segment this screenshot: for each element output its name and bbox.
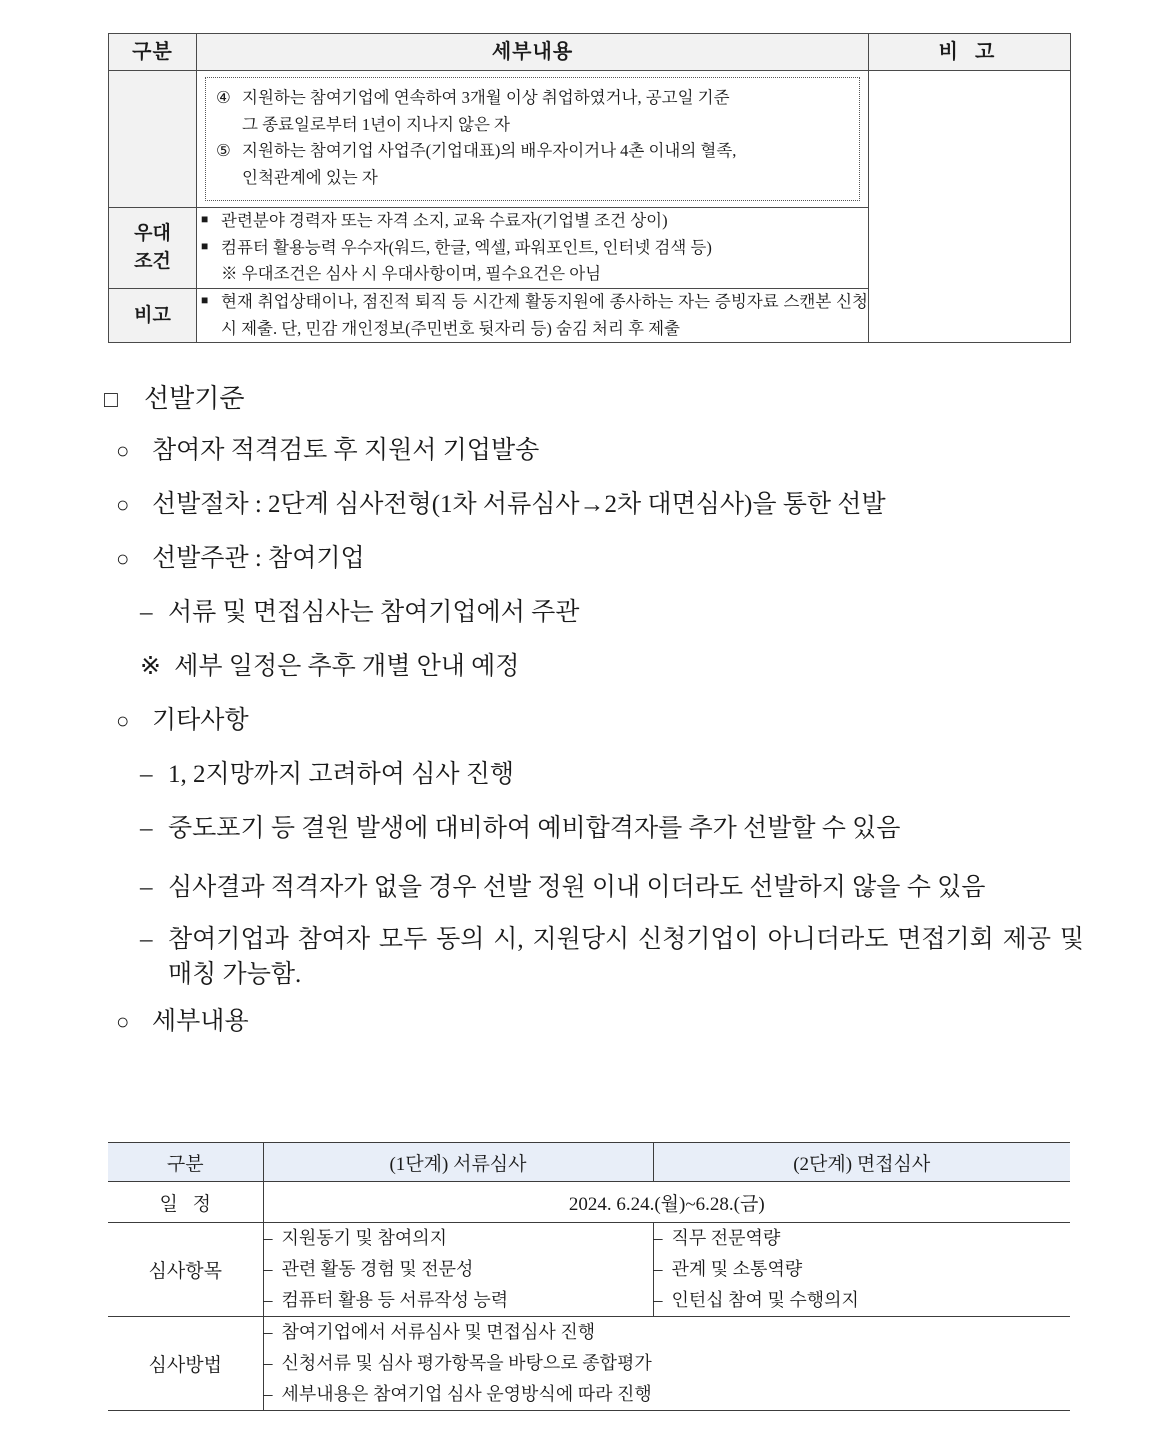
etc-heading	[104, 708, 1084, 733]
method-cell	[263, 1316, 1070, 1410]
method-text-2: 세부내용은 참여기업 심사 운영방식에 따라 진행	[281, 1383, 652, 1404]
eligibility-table	[108, 33, 1071, 343]
condition-item-4	[216, 85, 849, 112]
dash-icon: –	[263, 1383, 273, 1404]
condition-item-5	[216, 138, 849, 165]
condition-text-4-line2: 그 종료일로부터 1년이 지나지 않은 자	[242, 114, 510, 134]
bullet-item-0	[104, 438, 1084, 463]
method-item-1	[264, 1348, 1071, 1379]
header-detail: 세부내용	[197, 34, 869, 71]
bullet-text-0: 참여자 적격검토 후 지원서 기업발송	[152, 437, 540, 464]
condition-text-4-line1: 지원하는 참여기업에 연속하여 3개월 이상 취업하였거나, 공고일 기준	[242, 88, 730, 107]
dash-icon: –	[140, 874, 153, 901]
criteria-stage2-item-1	[654, 1254, 1071, 1285]
criteria-stage1-item-2	[264, 1285, 653, 1316]
reference-mark-icon: ※	[140, 653, 161, 680]
condition-text-5-line2: 인척관계에 있는 자	[242, 168, 378, 188]
selection-detail-table-container	[108, 1142, 1070, 1411]
criteria-stage2-text-0: 직무 전문역량	[671, 1228, 781, 1248]
criteria-stage1-text-0: 지원동기 및 참여의지	[281, 1228, 447, 1248]
sub-item-1	[104, 654, 1084, 679]
selection-header-row	[108, 1143, 1070, 1182]
condition-text-5-line1: 지원하는 참여기업 사업주(기업대표)의 배우자이거나 4촌 이내의 혈족,	[242, 141, 737, 161]
bullet-text-2: 선발주관 : 참여기업	[152, 545, 365, 572]
etc-item-3	[104, 922, 1084, 993]
table-row-conditions	[109, 71, 1071, 208]
remarks-text: 현재 취업상태이나, 점진적 퇴직 등 시간제 활동지원에 종사하는 자는 증빙자료 스캔본 신청 시 제출. 단, 민감 개인정보(주민번호 뒷자리 등) 숨김 처리 후 제출	[221, 292, 868, 338]
row-label-preference-line1: 우대	[134, 223, 171, 245]
circle-outline-icon: ○	[116, 492, 130, 517]
criteria-stage2-text-1: 관계 및 소통역량	[671, 1258, 803, 1279]
row-detail-remarks	[197, 289, 869, 343]
criteria-stage2-text-2: 인턴십 참여 및 수행의지	[671, 1289, 859, 1310]
method-text-0: 참여기업에서 서류심사 및 면접심사 진행	[281, 1321, 596, 1342]
schedule-value: 2024. 6.24.(월)~6.28.(금)	[263, 1182, 1070, 1223]
dash-icon: –	[263, 1258, 273, 1279]
row-detail-preference	[197, 207, 869, 288]
criteria-stage2-cell	[653, 1223, 1070, 1317]
preference-text-1: 관련분야 경력자 또는 자격 소지, 교육 수료자(기업별 조건 상이)	[221, 210, 668, 230]
table-header-row	[109, 34, 1071, 71]
method-text-1: 신청서류 및 심사 평가항목을 바탕으로 종합평가	[281, 1352, 652, 1373]
dash-icon: –	[263, 1352, 273, 1373]
square-bullet-icon: ■	[201, 293, 209, 308]
dotted-condition-box	[205, 77, 860, 201]
circle-outline-icon: ○	[116, 546, 130, 571]
section-title: 선발기준	[144, 384, 245, 413]
condition-number-5: ⑤	[216, 141, 231, 161]
dash-icon: –	[140, 761, 153, 788]
square-bullet-icon: ■	[201, 238, 209, 253]
dash-icon: –	[653, 1289, 663, 1310]
dash-icon: –	[263, 1289, 273, 1310]
etc-item-2	[104, 870, 1084, 906]
criteria-label: 심사항목	[108, 1223, 263, 1317]
selection-schedule-row	[108, 1182, 1070, 1223]
method-item-2	[264, 1379, 1071, 1410]
etc-item-text-3: 참여기업과 참여자 모두 동의 시, 지원당시 신청기업이 아니더라도 면접기회 제공 및 매칭 가능함.	[168, 925, 1084, 988]
selection-header-stage2: (2단계) 면접심사	[653, 1143, 1070, 1182]
bullet-item-1	[104, 492, 1084, 517]
header-gubun: 구분	[109, 34, 197, 71]
sub-item-text-0: 서류 및 면접심사는 참여기업에서 주관	[168, 599, 580, 626]
remarks-flow	[197, 289, 868, 342]
condition-number-4: ④	[216, 88, 231, 107]
square-outline-icon: □	[104, 387, 118, 412]
bigo-cell	[869, 71, 1071, 343]
bullet-item-2	[104, 546, 1084, 571]
selection-header-stage1: (1단계) 서류심사	[263, 1143, 653, 1182]
method-item-0	[264, 1317, 1071, 1348]
header-bigo: 비 고	[869, 34, 1071, 71]
dash-icon: –	[140, 925, 153, 953]
selection-criteria-row	[108, 1223, 1070, 1317]
etc-item-text-2: 심사결과 적격자가 없을 경우 선발 정원 이내 이더라도 선발하지 않을 수 있음	[168, 874, 986, 901]
dash-icon: –	[140, 599, 153, 626]
dash-icon: –	[653, 1258, 663, 1279]
schedule-label: 일 정	[108, 1182, 263, 1223]
dash-icon: –	[140, 815, 153, 842]
sub-item-0	[104, 600, 1084, 625]
method-label: 심사방법	[108, 1316, 263, 1410]
selection-criteria-body	[104, 386, 1084, 1063]
row-detail-conditions	[197, 71, 869, 208]
eligibility-table-container	[108, 33, 1070, 343]
criteria-stage1-text-1: 관련 활동 경험 및 전문성	[281, 1258, 474, 1279]
etc-item-text-1: 중도포기 등 결원 발생에 대비하여 예비합격자를 추가 선발할 수 있음	[168, 815, 901, 842]
row-label-preference-line2: 조건	[134, 250, 171, 272]
preference-bullet-2	[197, 235, 868, 262]
selection-method-row	[108, 1316, 1070, 1410]
criteria-stage2-item-0	[654, 1223, 1071, 1254]
circle-outline-icon: ○	[116, 708, 130, 733]
preference-text-2: 컴퓨터 활용능력 우수자(워드, 한글, 엑셀, 파워포인트, 인터넷 검색 등)	[221, 237, 712, 257]
selection-detail-table	[108, 1142, 1070, 1411]
dash-icon: –	[263, 1321, 273, 1342]
criteria-stage1-item-0	[264, 1223, 653, 1254]
sub-item-text-1: 세부 일정은 추후 개별 안내 예정	[168, 653, 520, 680]
criteria-stage1-text-2: 컴퓨터 활용 등 서류작성 능력	[281, 1289, 509, 1310]
preference-bullet-1	[197, 208, 868, 235]
circle-outline-icon: ○	[116, 438, 130, 463]
detail-heading-text: 세부내용	[152, 1007, 249, 1035]
etc-item-1	[104, 816, 1084, 841]
circle-outline-icon: ○	[116, 1008, 130, 1034]
row-label-remarks: 비고	[109, 289, 197, 343]
square-bullet-icon: ■	[201, 211, 209, 226]
etc-item-text-0: 1, 2지망까지 고려하여 심사 진행	[168, 761, 515, 788]
detail-heading	[104, 1009, 1084, 1034]
row-label-empty	[109, 71, 197, 208]
dash-icon: –	[653, 1228, 663, 1248]
etc-heading-text: 기타사항	[152, 707, 249, 734]
criteria-stage2-item-2	[654, 1285, 1071, 1316]
selection-header-gubun: 구분	[108, 1143, 263, 1182]
criteria-stage1-cell	[263, 1223, 653, 1317]
row-label-preference	[109, 207, 197, 288]
dash-icon: –	[263, 1228, 273, 1248]
bullet-text-1: 선발절차 : 2단계 심사전형(1차 서류심사→2차 대면심사)을 통한 선발	[152, 491, 886, 518]
etc-item-0	[104, 762, 1084, 787]
section-heading	[104, 386, 1084, 412]
preference-note: ※ 우대조건은 심사 시 우대사항이며, 필수요건은 아님	[221, 264, 602, 284]
criteria-stage1-item-1	[264, 1254, 653, 1285]
